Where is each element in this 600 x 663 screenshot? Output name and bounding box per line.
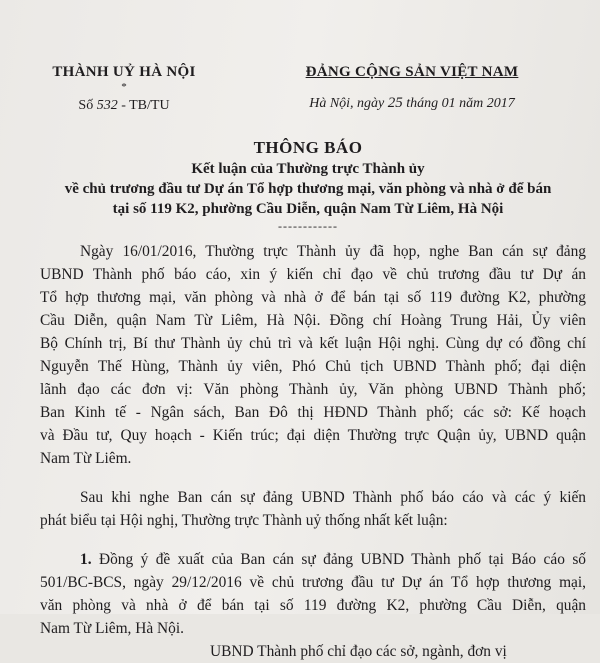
document-title: THÔNG BÁO	[253, 138, 363, 157]
body-line: Tổ hợp thương mại, văn phòng và nhà ở để bán tại số 119 đường K2, phường	[40, 289, 586, 306]
body-line: văn phòng và nhà ở để bán tại số 119 đường K2, phường Cầu Diễn, quận	[40, 597, 586, 614]
date-day: 25	[387, 95, 403, 111]
paragraph-gap	[40, 470, 586, 486]
truncated-line: UBND Thành phố chỉ đạo các sở, ngành, đơn vị	[210, 643, 507, 660]
subtitle-line-2: về chủ trương đầu tư Dự án Tổ hợp thương mại, văn phòng và nhà ở để bán	[64, 181, 552, 197]
party-block	[262, 64, 562, 112]
document-body	[40, 240, 586, 663]
item-1-first-line	[40, 548, 586, 571]
item-1-number: 1.	[80, 551, 92, 568]
body-line: UBND Thành phố báo cáo, xin ý kiến chỉ đạo về chủ trương đầu tư Dự án	[40, 266, 586, 283]
body-line: Nam Từ Liêm, Hà Nội.	[40, 620, 184, 637]
body-line: Sau khi nghe Ban cán sự đảng UBND Thành phố báo cáo và các ý kiến	[80, 489, 586, 506]
body-line: Nam Từ Liêm.	[40, 450, 132, 467]
body-line: Ban Kinh tế - Ngân sách, Ban Đô thị HĐND Thành phố; các sở: Kế hoạch	[40, 404, 586, 421]
title-block	[30, 137, 586, 233]
subtitle-line-1: Kết luận của Thường trực Thành ủy	[191, 161, 425, 177]
date-line	[262, 95, 562, 112]
doc-number-prefix: Số	[78, 98, 94, 113]
issuer-name: THÀNH UỶ HÀ NỘI	[52, 64, 196, 80]
body-line: lãnh đạo các đơn vị: Văn phòng Thành ủy, Văn phòng UBND Thành phố;	[40, 381, 586, 398]
party-name: ĐẢNG CỘNG SẢN VIỆT NAM	[305, 64, 519, 80]
body-line: Bộ Chính trị, Bí thư Thành ủy chủ trì và kết luận Hội nghị. Cùng dự có đồng chí	[40, 335, 586, 352]
paragraph-gap	[40, 532, 586, 548]
item-1-text: Đồng ý đề xuất của Ban cán sự đảng UBND Thành phố tại Báo cáo số	[98, 551, 586, 568]
date-suffix: tháng 01 năm 2017	[406, 96, 515, 111]
body-line: phát biểu tại Hội nghị, Thường trực Thành uỷ thống nhất kết luận:	[40, 512, 448, 529]
star-mark: *	[121, 81, 127, 93]
body-line: 501/BC-BCS, ngày 29/12/2016 về chủ trương đầu tư Dự án Tổ hợp thương mại,	[40, 574, 586, 591]
date-prefix: Hà Nội, ngày	[309, 96, 385, 111]
subtitle-line-3: tại số 119 K2, phường Cầu Diễn, quận Nam Từ Liêm, Hà Nội	[112, 201, 504, 217]
issuer-block	[44, 64, 204, 114]
body-line: Ngày 16/01/2016, Thường trực Thành ủy đã họp, nghe Ban cán sự đảng	[80, 243, 586, 260]
document-number	[44, 98, 204, 114]
title-separator: ------------	[278, 219, 338, 233]
doc-number-suffix: - TB/TU	[121, 98, 170, 113]
body-line: và Đầu tư, Quy hoạch - Kiến trúc; đại diện Thường trực Quận ủy, UBND quận	[40, 427, 586, 444]
doc-number-value: 532	[96, 98, 118, 113]
body-line: Nguyễn Thế Hùng, Thành ủy viên, Phó Chủ tịch UBND Thành phố; đại diện	[40, 358, 586, 375]
body-line: Cầu Diễn, quận Nam Từ Liêm, Hà Nội. Đồng chí Hoàng Trung Hải, Ủy viên	[40, 312, 586, 329]
